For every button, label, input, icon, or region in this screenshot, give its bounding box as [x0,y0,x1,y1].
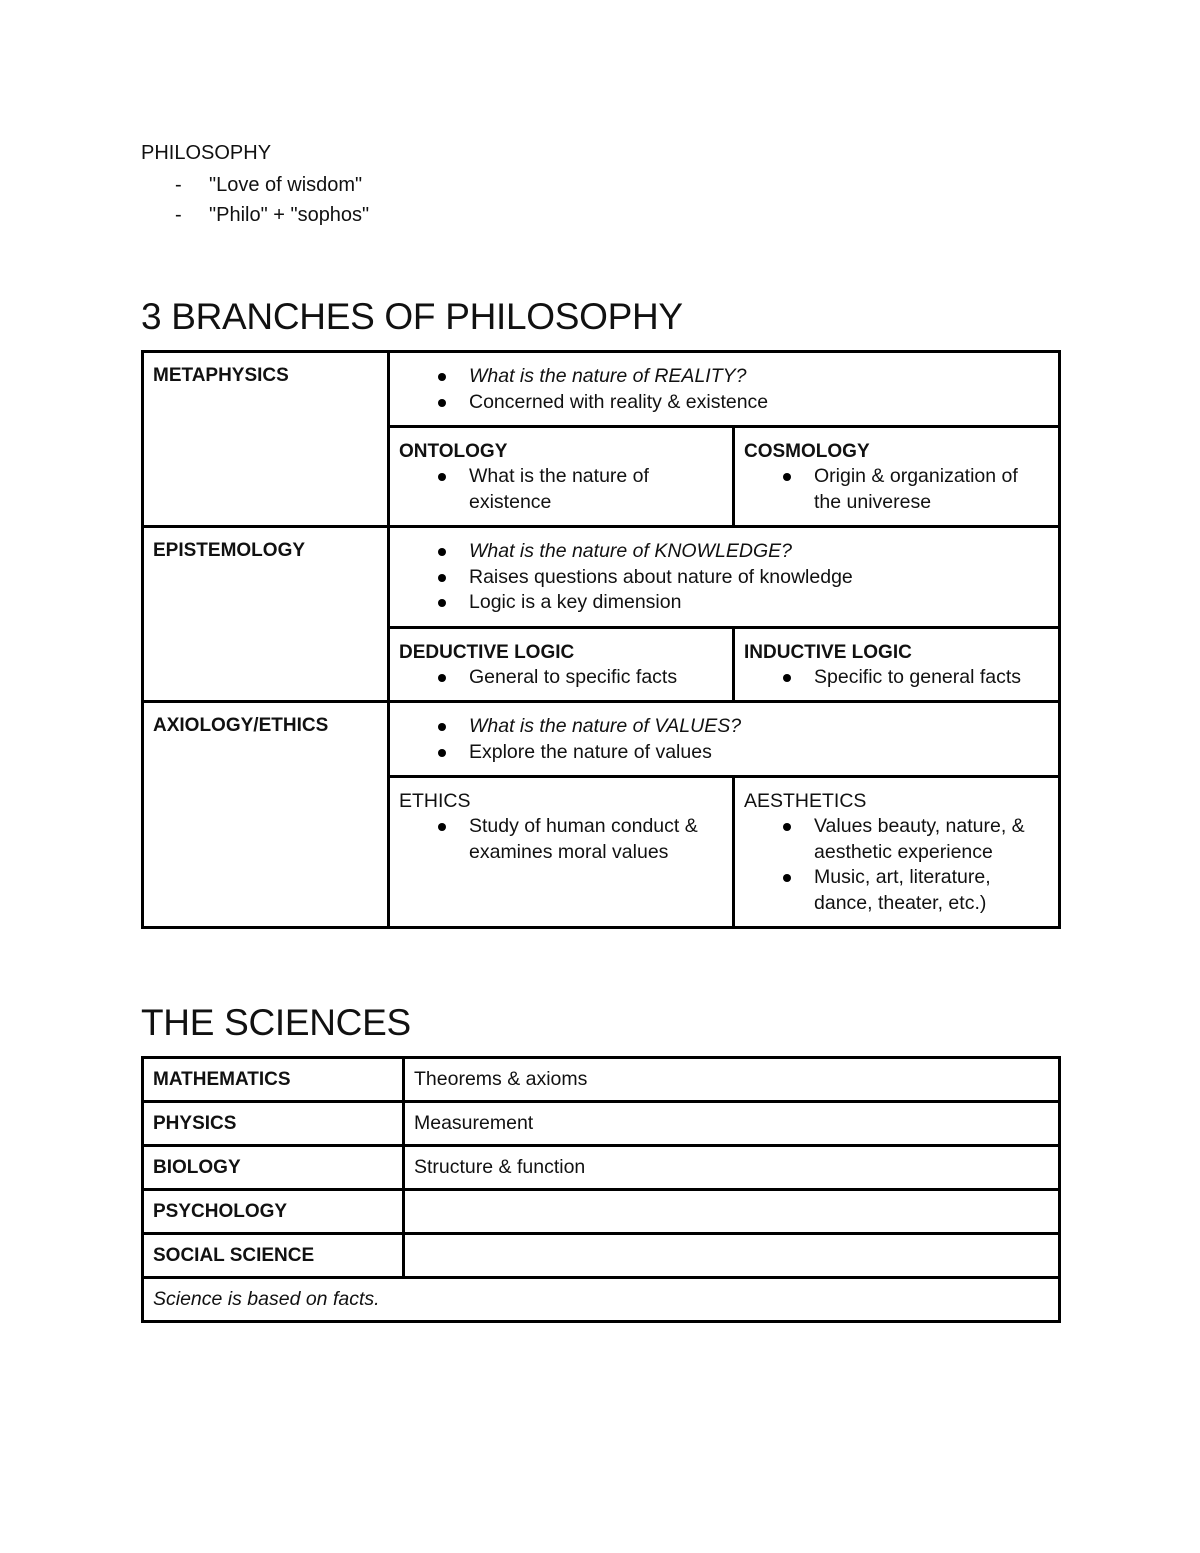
intro-bullet-text: "Philo" + "sophos" [209,204,370,226]
branch-row [143,352,1060,427]
branches-heading: 3 BRANCHES OF PHILOSOPHY [141,296,683,337]
intro-bullet [141,200,369,230]
science-value: Measurement [404,1102,1060,1146]
sub-branch-point: Origin & organization of the univerese [744,464,1049,515]
science-label: SOCIAL SCIENCE [143,1234,404,1278]
science-value [404,1234,1060,1278]
sub-branch-list [744,814,1049,916]
intro-title: PHILOSOPHY [141,142,272,164]
sub-branch-point: Music, art, literature, dance, theater, etc.) [744,865,1049,916]
intro-bullet-text: "Love of wisdom" [209,174,363,196]
sub-branch-title: ONTOLOGY [399,441,508,462]
sub-branch-cell [734,427,1060,527]
sub-branch-cell [389,627,734,702]
table-row [143,1234,1060,1278]
branch-question: What is the nature of KNOWLEDGE? [399,539,1049,565]
branch-point: Logic is a key dimension [399,590,1049,616]
branch-question: What is the nature of VALUES? [399,714,1049,740]
branches-table [141,350,1061,929]
sciences-table [141,1056,1061,1323]
sciences-note: Science is based on facts. [143,1278,1060,1322]
branch-label: METAPHYSICS [143,352,389,527]
branch-overview-cell [389,527,1060,628]
sub-branch-cell [389,777,734,928]
science-value: Theorems & axioms [404,1058,1060,1102]
table-row [143,1102,1060,1146]
sub-branch-title: AESTHETICS [744,790,867,812]
science-label: MATHEMATICS [143,1058,404,1102]
branch-row [143,527,1060,628]
sub-branch-title: ETHICS [399,790,471,812]
branch-row [143,702,1060,777]
sub-branch-point: Specific to general facts [744,665,1049,691]
branch-label: AXIOLOGY/ETHICS [143,702,389,928]
branch-point: Concerned with reality & existence [399,390,1049,416]
sub-branch-cell [734,777,1060,928]
sub-branch-point: Study of human conduct & examines moral values [399,814,723,865]
intro-bullet [141,170,369,200]
table-row [143,1278,1060,1322]
dash-marker: - [175,174,182,196]
branch-point: Explore the nature of values [399,740,1049,766]
sub-branch-title: INDUCTIVE LOGIC [744,641,912,663]
branch-point: Raises questions about nature of knowledge [399,565,1049,591]
branch-overview-list [399,364,1049,415]
science-label: BIOLOGY [143,1146,404,1190]
science-value [404,1190,1060,1234]
sub-branch-cell [734,627,1060,702]
table-row [143,1190,1060,1234]
sub-branch-list [744,665,1049,691]
science-label: PSYCHOLOGY [143,1190,404,1234]
sciences-heading: THE SCIENCES [141,1002,411,1043]
intro-bullet-list [141,170,369,230]
branch-overview-list [399,714,1049,765]
branch-label: EPISTEMOLOGY [143,527,389,702]
sub-branch-list [744,464,1049,515]
branch-overview-cell [389,702,1060,777]
sub-branch-title: DEDUCTIVE LOGIC [399,641,575,663]
table-row [143,1058,1060,1102]
sub-branch-title: COSMOLOGY [744,441,870,462]
sub-branch-list [399,665,723,691]
sub-branch-point: Values beauty, nature, & aesthetic experience [744,814,1049,865]
sub-branch-cell [389,427,734,527]
table-row [143,1146,1060,1190]
sub-branch-list [399,464,723,515]
sub-branch-point: What is the nature of existence [399,464,723,515]
sub-branch-list [399,814,723,865]
sub-branch-point: General to specific facts [399,665,723,691]
dash-marker: - [175,204,182,226]
branch-overview-list [399,539,1049,616]
branch-overview-cell [389,352,1060,427]
branch-question: What is the nature of REALITY? [399,364,1049,390]
science-value: Structure & function [404,1146,1060,1190]
science-label: PHYSICS [143,1102,404,1146]
